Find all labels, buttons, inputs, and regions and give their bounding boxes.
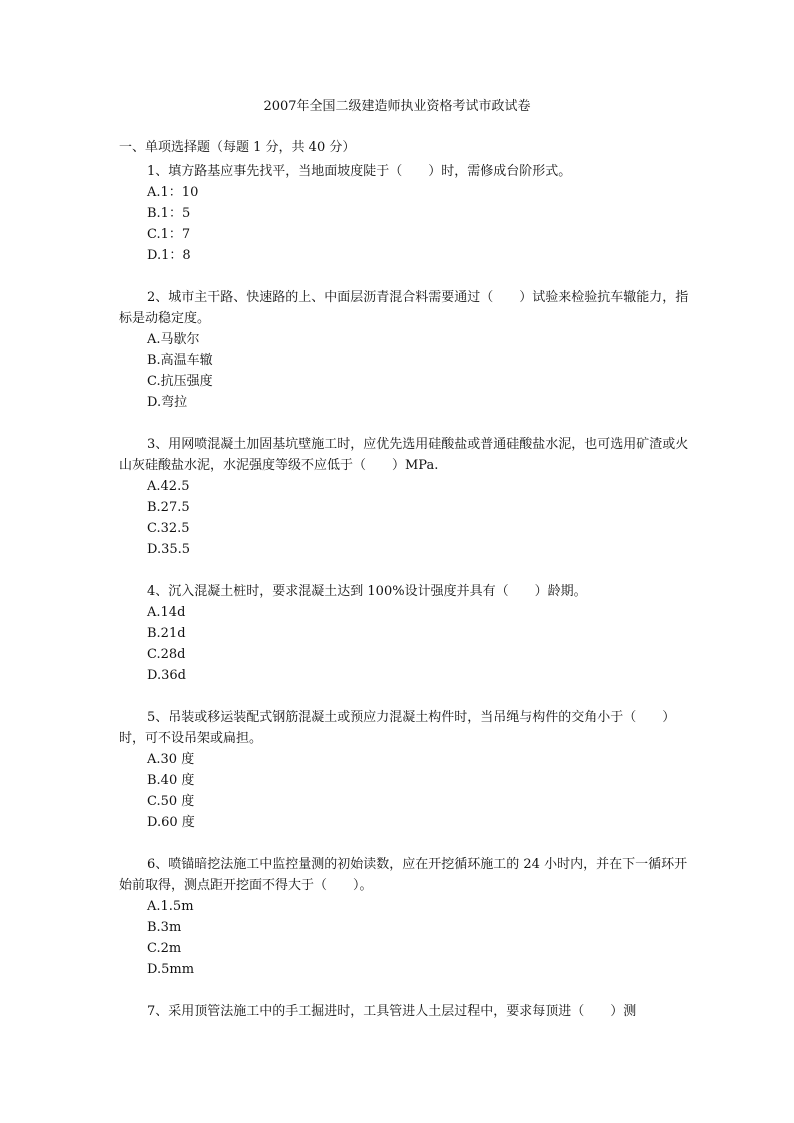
question-stem: 4、沉入混凝土桩时，要求混凝土达到 100%设计强度并具有（ ）龄期。 bbox=[147, 584, 587, 599]
option-d: D.36d bbox=[147, 668, 186, 683]
option-d: D.35.5 bbox=[147, 542, 191, 557]
question-1 bbox=[119, 161, 689, 266]
question-list bbox=[119, 161, 689, 1043]
question-stem: 2、城市主干路、快速路的上、中面层沥青混合料需要通过（ ）试验来检验抗车辙能力，指标是动稳定度。 bbox=[119, 290, 689, 326]
option-a: A.马歇尔 bbox=[147, 332, 200, 347]
option-d: D.1：8 bbox=[147, 248, 191, 263]
option-a: A.14d bbox=[147, 605, 186, 620]
option-c: C.28d bbox=[147, 647, 186, 662]
question-3 bbox=[119, 434, 689, 560]
question-4 bbox=[119, 581, 689, 686]
option-c: C.50 度 bbox=[147, 794, 195, 809]
question-stem: 5、吊装或移运装配式钢筋混凝土或预应力混凝土构件时，当吊绳与构件的交角小于（ ）时，可不设吊架或扁担。 bbox=[119, 710, 676, 746]
option-b: B.40 度 bbox=[147, 773, 195, 788]
option-a: A.42.5 bbox=[147, 479, 190, 494]
option-c: C.32.5 bbox=[147, 521, 190, 536]
option-c: C.抗压强度 bbox=[147, 374, 213, 389]
section-heading: 一、单项选择题（每题 1 分，共 40 分） bbox=[119, 140, 356, 155]
option-c: C.2m bbox=[147, 941, 182, 956]
option-b: B.27.5 bbox=[147, 500, 190, 515]
option-d: D.弯拉 bbox=[147, 395, 188, 410]
question-stem: 3、用网喷混凝土加固基坑壁施工时，应优先选用硅酸盐或普通硅酸盐水泥，也可选用矿渣或火山灰硅酸盐水泥，水泥强度等级不应低于（ ）MPa. bbox=[119, 437, 689, 473]
option-b: B.高温车辙 bbox=[147, 353, 213, 368]
option-b: B.21d bbox=[147, 626, 186, 641]
option-a: A.30 度 bbox=[147, 752, 195, 767]
option-a: A.1.5m bbox=[147, 899, 194, 914]
option-b: B.3m bbox=[147, 920, 182, 935]
question-5 bbox=[119, 707, 689, 833]
document-title: 2007年全国二级建造师执业资格考试市政试卷 bbox=[263, 99, 531, 114]
option-b: B.1：5 bbox=[147, 206, 191, 221]
question-stem: 6、喷锚暗挖法施工中监控量测的初始读数，应在开挖循环施工的 24 小时内，并在下一循环开始前取得，测点距开挖面不得大于（ ）。 bbox=[119, 857, 688, 893]
question-stem: 7、采用顶管法施工中的手工掘进时，工具管进人土层过程中，要求每顶进（ ）测 bbox=[147, 1004, 637, 1019]
option-d: D.60 度 bbox=[147, 815, 195, 830]
option-a: A.1：10 bbox=[147, 185, 199, 200]
option-c: C.1：7 bbox=[147, 227, 191, 242]
option-d: D.5mm bbox=[147, 962, 195, 977]
question-2 bbox=[119, 287, 689, 413]
question-stem: 1、填方路基应事先找平，当地面坡度陡于（ ）时，需修成台阶形式。 bbox=[147, 164, 572, 179]
question-6 bbox=[119, 854, 689, 980]
question-7 bbox=[119, 1001, 689, 1022]
